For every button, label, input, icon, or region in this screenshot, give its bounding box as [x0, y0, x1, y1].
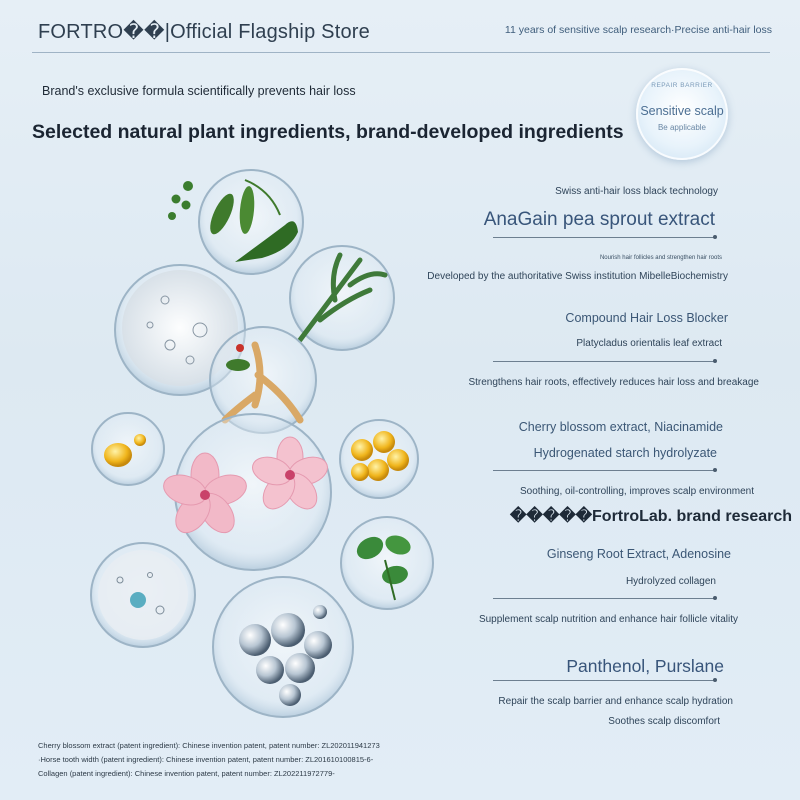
ingredient-1-description: Developed by the authoritative Swiss institution MibelleBiochemistry — [427, 271, 728, 282]
badge-ring-text: REPAIR BARRIER — [651, 82, 713, 89]
cherry-blossom-dish — [160, 414, 331, 570]
store-title: FORTRO��|Official Flagship Store — [38, 21, 370, 43]
ingredient-4-secondary: Hydrolyzed collagen — [625, 576, 716, 587]
patent-footnote-3: Collagen (patent ingredient): Chinese invention patent, patent number: ZL202211972779- — [38, 769, 335, 778]
ingredient-5-divider-dot — [713, 678, 717, 682]
platycladus-leaf-dish — [290, 246, 394, 350]
ingredient-1-divider-dot — [713, 235, 717, 239]
ingredient-5-divider — [493, 680, 715, 681]
pea-sprout-dish — [199, 170, 303, 274]
ingredient-4-description: Supplement scalp nutrition and enhance hair follicle vitality — [478, 614, 738, 625]
purslane-dish — [341, 517, 433, 609]
ingredient-2-secondary: Platycladus orientalis leaf extract — [576, 338, 722, 349]
ingredient-3-divider — [493, 470, 715, 471]
subtitle: Brand's exclusive formula scientifically prevents hair loss — [42, 84, 356, 98]
patent-footnote-2: ·Horse tooth width (patent ingredient): Chinese invention patent, patent number: ZL201610100815-6- — [38, 755, 374, 764]
headline: Selected natural plant ingredients, brand-developed ingredients — [32, 121, 624, 143]
hydrating-gel-dish — [91, 543, 195, 647]
ingredient-4-divider — [493, 598, 715, 599]
brand-research-title: �����FortroLab. brand research — [510, 508, 793, 525]
ingredient-5-description: Repair the scalp barrier and enhance scalp hydration — [498, 696, 733, 707]
ingredient-3-divider-dot — [713, 468, 717, 472]
ingredient-5-name: Panthenol, Purslane — [566, 656, 724, 676]
capsule-dish — [340, 420, 418, 498]
patent-footnote-1: Cherry blossom extract (patent ingredient): Chinese invention patent, patent number: ZL202011941273 — [38, 741, 380, 750]
ingredient-1-divider — [493, 237, 715, 238]
ingredient-1-eyebrow: Swiss anti-hair loss black technology — [555, 186, 718, 197]
ingredient-4-divider-dot — [713, 596, 717, 600]
ingredient-2-description: Strengthens hair roots, effectively reduces hair loss and breakage — [468, 377, 759, 388]
ingredient-1-tiny-note: Nourish hair follicles and strengthen hair roots — [599, 255, 722, 261]
ingredient-2-name: Compound Hair Loss Blocker — [565, 311, 728, 325]
ingredient-3-secondary: Hydrogenated starch hydrolyzate — [533, 446, 717, 460]
collagen-bubble-dish — [213, 577, 353, 717]
badge-main-text: Sensitive scalp — [640, 104, 724, 118]
ingredient-1-name: AnaGain pea sprout extract — [483, 209, 715, 230]
ingredient-5-description-2: Soothes scalp discomfort — [608, 716, 720, 727]
ingredient-2-divider-dot — [713, 359, 717, 363]
ingredient-4-name: Ginseng Root Extract, Adenosine — [546, 547, 731, 561]
oil-drop-dish — [92, 413, 164, 485]
ingredient-3-name: Cherry blossom extract, Niacinamide — [518, 420, 723, 434]
header-tagline: 11 years of sensitive scalp research·Precise anti-hair loss — [504, 24, 772, 36]
badge-sub-text: Be applicable — [657, 123, 707, 132]
ingredient-2-divider — [493, 361, 715, 362]
ingredient-3-description: Soothing, oil-controlling, improves scalp environment — [519, 486, 754, 497]
